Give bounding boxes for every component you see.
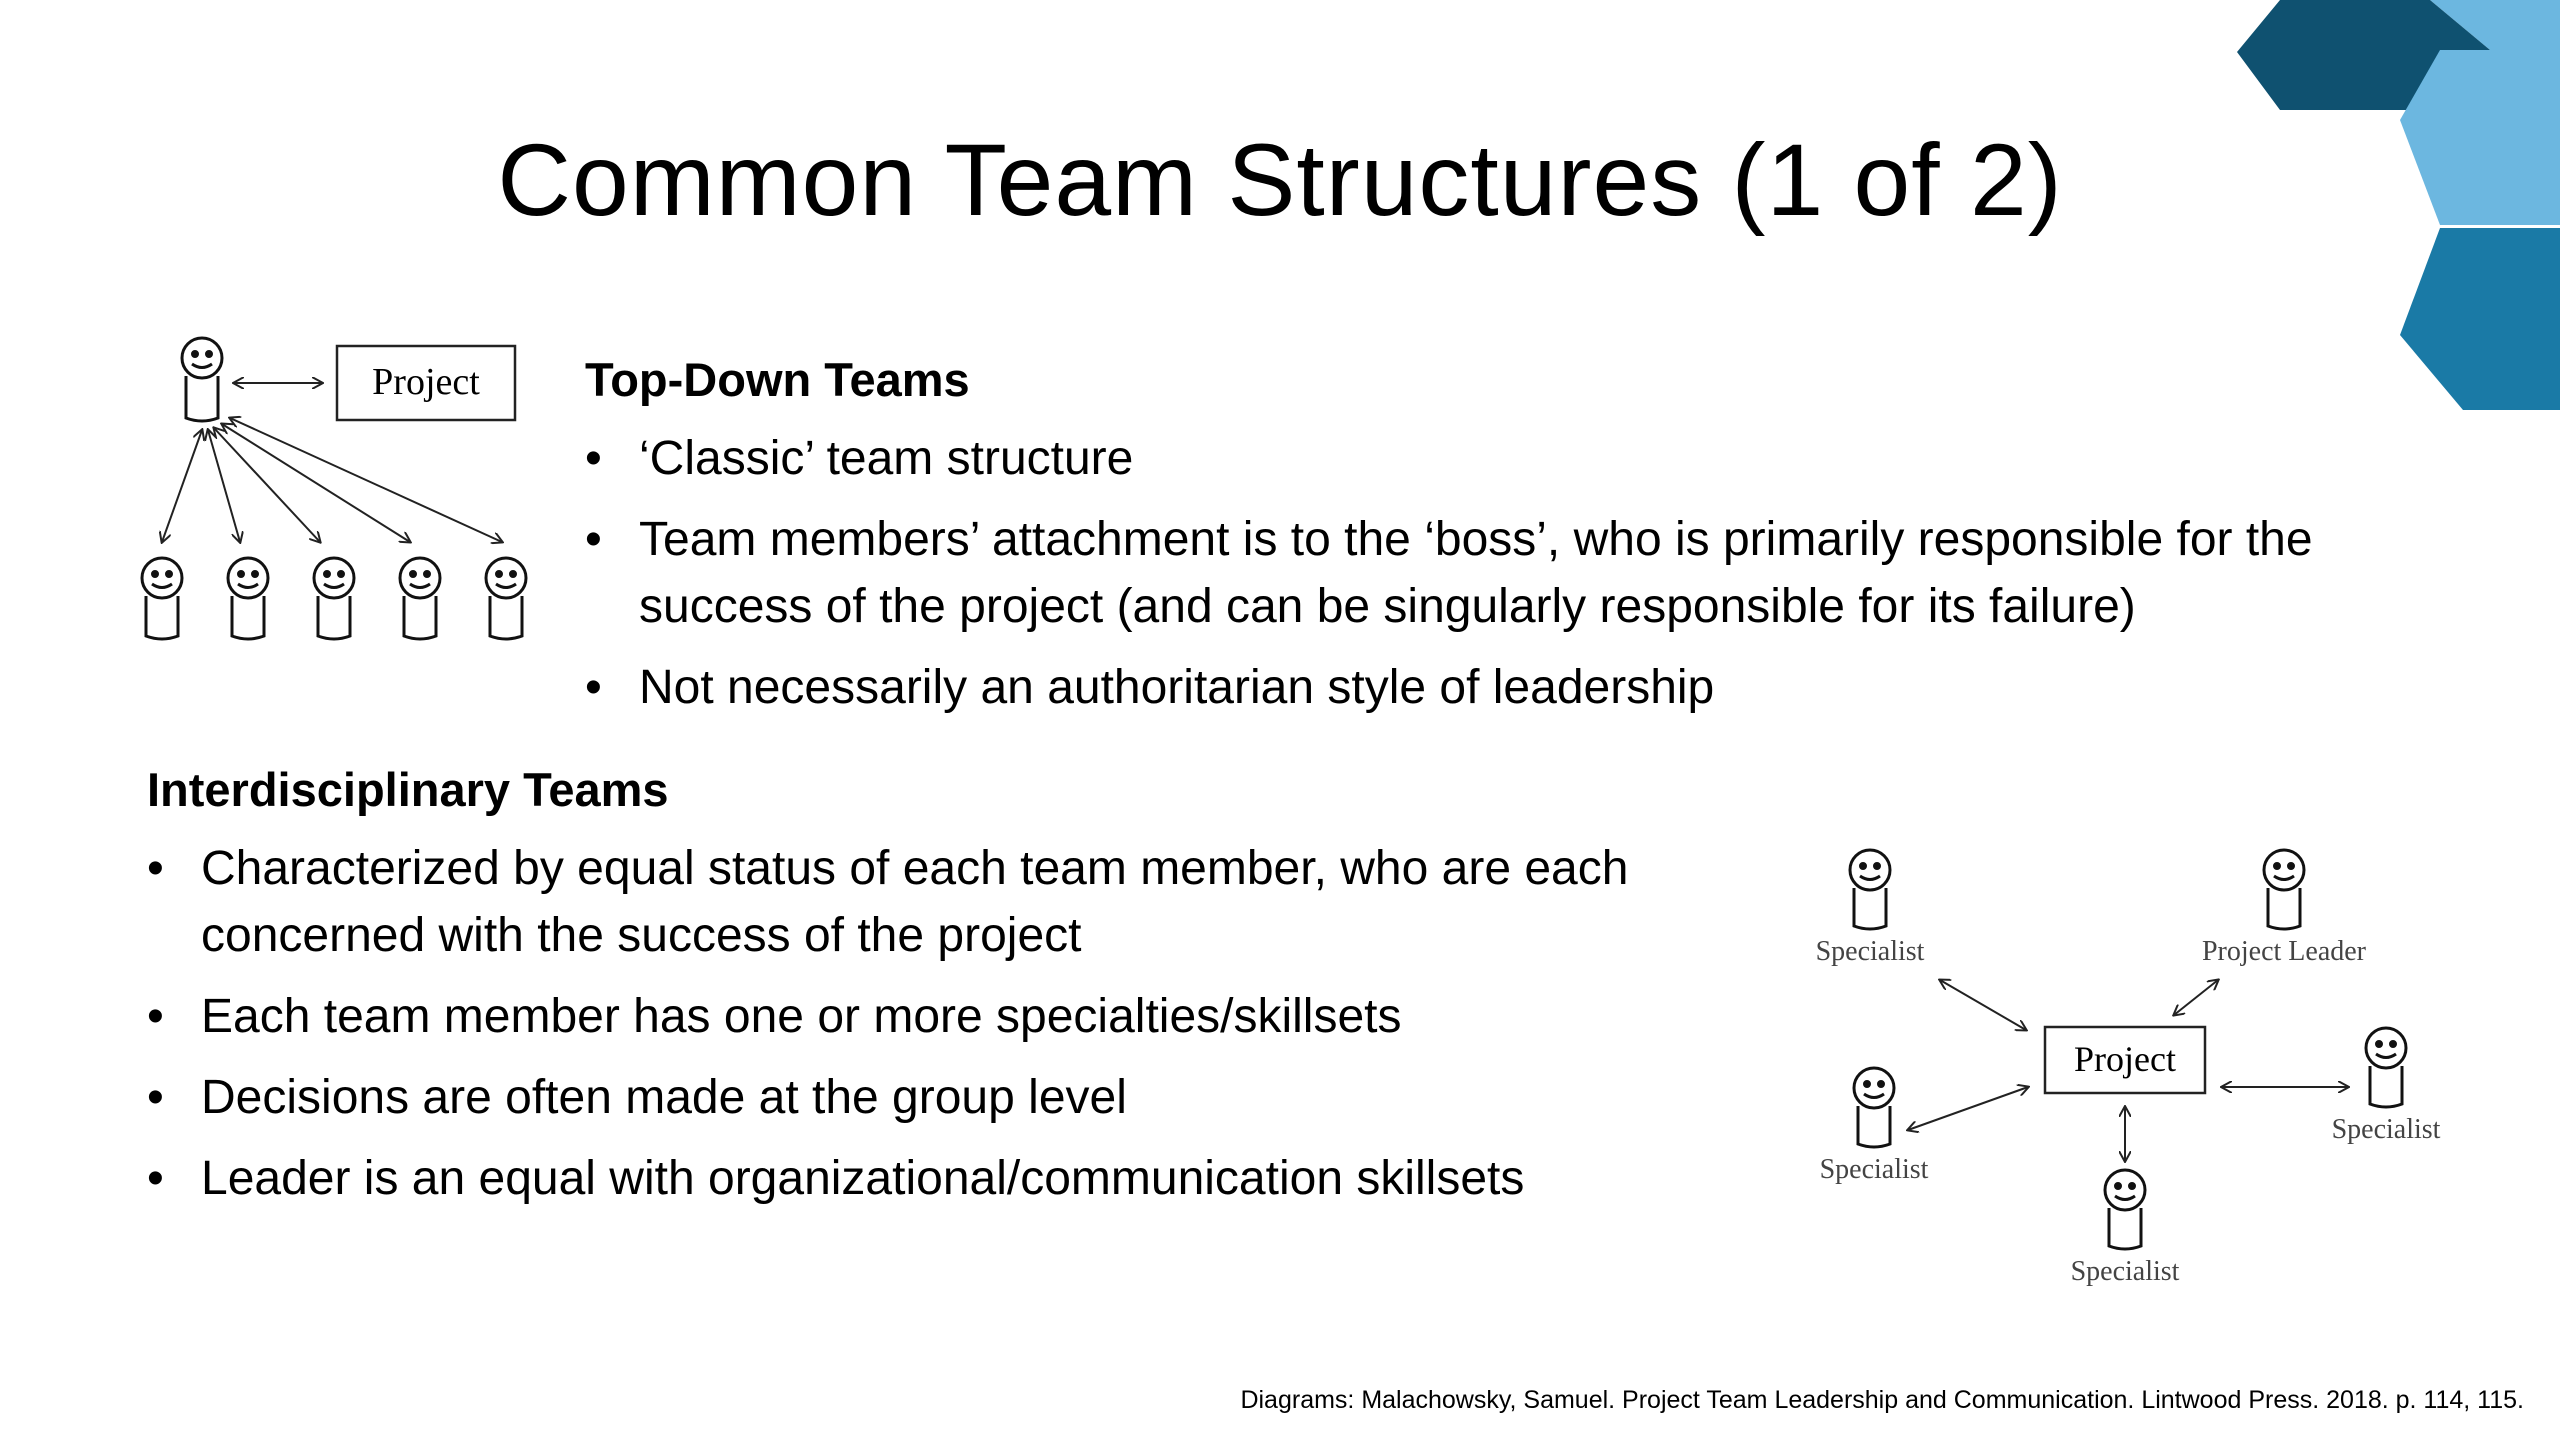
project-label-2: Project bbox=[2074, 1039, 2176, 1079]
top-down-bullets bbox=[585, 425, 2405, 735]
interdisciplinary-diagram bbox=[1790, 835, 2480, 1305]
boss-figure bbox=[182, 338, 222, 421]
page-title: Common Team Structures (1 of 2) bbox=[497, 123, 2063, 237]
specialist-figure-right bbox=[2366, 1028, 2406, 1107]
bullet-specialties: • Each team member has one or more specialties/skillsets bbox=[147, 983, 1747, 1050]
top-down-diagram bbox=[130, 320, 550, 650]
interdisciplinary-bullets bbox=[147, 835, 1747, 1226]
arrow-to-member-2 bbox=[208, 430, 240, 542]
member-figures bbox=[142, 558, 526, 639]
arrow-specialist-left bbox=[1908, 1087, 2028, 1130]
bullet-attachment-to-boss: • Team members’ attachment is to the ‘boss’, who is primarily responsible for the success of the project (and can be singularly responsible for its failure) bbox=[585, 506, 2405, 640]
specialist-figure-bottom bbox=[2105, 1170, 2145, 1249]
bullet-not-authoritarian: • Not necessarily an authoritarian style of leadership bbox=[585, 654, 2405, 721]
specialist-label-top-left: Specialist bbox=[1815, 936, 1925, 967]
hexagon-mid bbox=[2400, 228, 2560, 410]
arrow-project-leader bbox=[2174, 980, 2218, 1015]
specialist-figure-left bbox=[1854, 1068, 1894, 1147]
specialist-label-right: Specialist bbox=[2331, 1114, 2441, 1145]
arrow-to-member-5 bbox=[230, 418, 502, 542]
bullet-group-decisions: • Decisions are often made at the group level bbox=[147, 1064, 1747, 1131]
arrow-specialist-top-left bbox=[1940, 980, 2026, 1030]
arrow-to-member-4 bbox=[222, 424, 410, 542]
specialist-figure-top-left bbox=[1850, 850, 1890, 929]
bullet-classic-structure: • ‘Classic’ team structure bbox=[585, 425, 2405, 492]
project-leader-label: Project Leader bbox=[2201, 936, 2367, 967]
arrow-to-member-3 bbox=[214, 428, 320, 542]
bullet-leader-equal: • Leader is an equal with organizational/communication skillsets bbox=[147, 1145, 1747, 1212]
arrow-to-member-1 bbox=[162, 430, 202, 542]
project-leader-figure bbox=[2264, 850, 2304, 929]
specialist-label-bottom: Specialist bbox=[2070, 1256, 2180, 1287]
project-label: Project bbox=[372, 361, 480, 403]
interdisciplinary-heading: Interdisciplinary Teams bbox=[147, 763, 669, 816]
bullet-equal-status: • Characterized by equal status of each team member, who are each concerned with the success of the project bbox=[147, 835, 1747, 969]
specialist-label-left: Specialist bbox=[1819, 1154, 1929, 1185]
top-down-heading: Top-Down Teams bbox=[585, 353, 970, 406]
diagram-citation: Diagrams: Malachowsky, Samuel. Project Team Leadership and Communication. Lintwood Press. 2018. p. 114, 115. bbox=[1240, 1386, 2524, 1414]
